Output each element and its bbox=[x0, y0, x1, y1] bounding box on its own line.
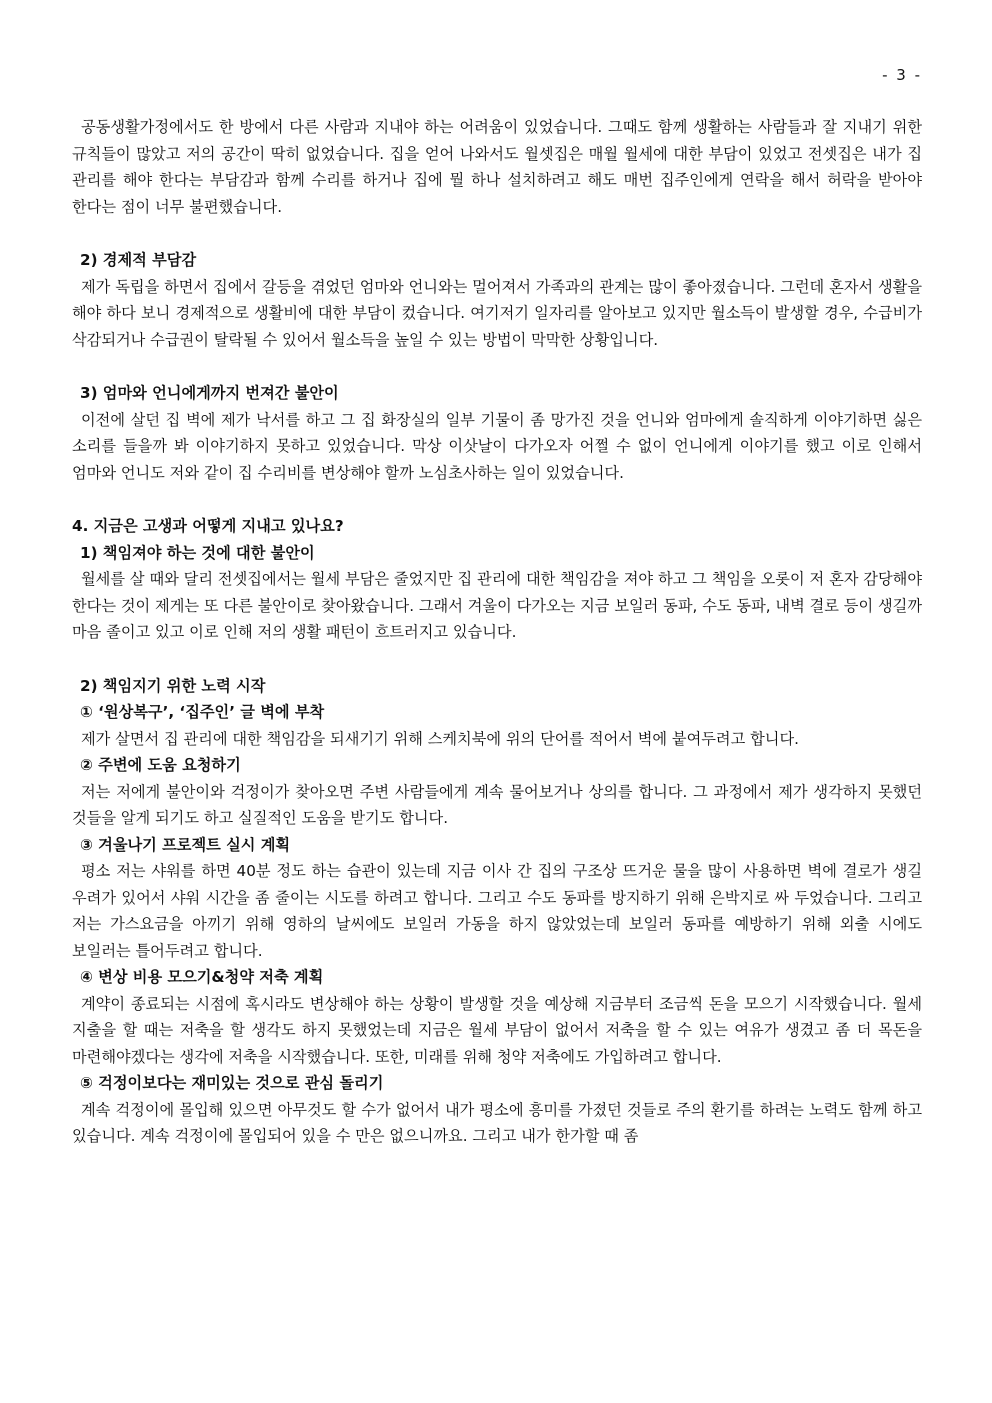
subsection-heading: ④ 변상 비용 모으기&청약 저축 계획 bbox=[80, 968, 324, 986]
subsection-heading: ② 주변에 도움 요청하기 bbox=[80, 756, 241, 774]
paragraph-gap bbox=[72, 646, 922, 673]
subsection-heading: 2) 경제적 부담감 bbox=[80, 251, 197, 269]
paragraph-gap bbox=[72, 353, 922, 380]
subsection-heading: ① ‘원상복구’, ‘집주인’ 글 벽에 부착 bbox=[80, 703, 325, 721]
paragraph: 월세를 살 때와 달리 전셋집에서는 월세 부담은 줄었지만 집 관리에 대한 책임감을 져야 하고 그 책임을 오롯이 저 혼자 감당해야 한다는 것이 제게는 또 다른 불안이로 찾아왔습니다. 그래서 겨울이 다가오는 지금 보일러 동파, 수도 동파, 내벽 결로 등이 생길까 마음 졸이고 있고 이로 인해 저의 생활 패턴이 흐트러지고 있습니다. bbox=[72, 570, 922, 641]
paragraph: 이전에 살던 집 벽에 제가 낙서를 하고 그 집 화장실의 일부 기물이 좀 망가진 것을 언니와 엄마에게 솔직하게 이야기하면 싫은 소리를 들을까 봐 이야기하지 못하고 있었습니다. 막상 이삿날이 다가오자 어쩔 수 없이 언니에게 이야기를 했고 이로 인해서 엄마와 언니도 저와 같이 집 수리비를 변상해야 할까 노심초사하는 일이 있었습니다. bbox=[72, 410, 922, 482]
paragraph: 공동생활가정에서도 한 방에서 다른 사람과 지내야 하는 어려움이 있었습니다. 그때도 함께 생활하는 사람들과 잘 지내기 위한 규칙들이 많았고 저의 공간이 딱히 없었습니다. 집을 얻어 나와서도 월셋집은 매월 월세에 대한 부담이 있었고 전셋집은 내가 집 관리를 해야 한다는 부담감과 함께 수리를 하거나 집에 뭘 하나 설치하려고 해도 매번 집주인에게 연락을 해서 허락을 받아야 한다는 점이 너무 불편했습니다. bbox=[72, 118, 922, 216]
paragraph-gap bbox=[72, 220, 922, 247]
paragraph-gap bbox=[72, 486, 922, 513]
paragraph: 제가 독립을 하면서 집에서 갈등을 겪었던 엄마와 언니와는 멀어져서 가족과의 관계는 많이 좋아졌습니다. 그런데 혼자서 생활을 해야 하다 보니 경제적으로 생활비에 대한 부담이 컸습니다. 여기저기 일자리를 알아보고 있지만 월소득이 발생할 경우, 수급비가 삭감되거나 수급권이 탈락될 수 있어서 월소득을 높일 수 있는 방법이 막막한 상황입니다. bbox=[72, 277, 922, 349]
page-number: - 3 - bbox=[882, 66, 922, 84]
subsection-heading: 3) 엄마와 언니에게까지 번져간 불안이 bbox=[80, 384, 339, 402]
section-heading: 4. 지금은 고생과 어떻게 지내고 있나요? bbox=[72, 517, 344, 535]
paragraph: 저는 저에게 불안이와 걱정이가 찾아오면 주변 사람들에게 계속 물어보거나 상의를 합니다. 그 과정에서 제가 생각하지 못했던 것들을 알게 되기도 하고 실질적인 도움을 받기도 합니다. bbox=[72, 782, 922, 827]
document-body bbox=[72, 114, 922, 1150]
paragraph: 계속 걱정이에 몰입해 있으면 아무것도 할 수가 없어서 내가 평소에 흥미를 가졌던 것들로 주의 환기를 하려는 노력도 함께 하고 있습니다. 계속 걱정이에 몰입되어 있을 수 만은 없으니까요. 그리고 내가 한가할 때 좀 bbox=[72, 1100, 922, 1145]
paragraph: 제가 살면서 집 관리에 대한 책임감을 되새기기 위해 스케치북에 위의 단어를 적어서 벽에 붙여두려고 합니다. bbox=[81, 729, 799, 748]
paragraph: 평소 저는 샤워를 하면 40분 정도 하는 습관이 있는데 지금 이사 간 집의 구조상 뜨거운 물을 많이 사용하면 벽에 결로가 생길 우려가 있어서 샤워 시간을 좀 줄이는 시도를 하려고 합니다. 그리고 수도 동파를 방지하기 위해 은박지로 싸 두었습니다. 그리고 저는 가스요금을 아끼기 위해 영하의 날씨에도 보일러 가동을 하지 않았었는데 보일러 동파를 예방하기 위해 외출 시에도 보일러는 틀어두려고 합니다. bbox=[72, 862, 922, 960]
subsection-heading: 2) 책임지기 위한 노력 시작 bbox=[80, 676, 266, 695]
subsection-heading: ③ 겨울나기 프로젝트 실시 계획 bbox=[80, 835, 291, 854]
subsection-heading: 1) 책임져야 하는 것에 대한 불안이 bbox=[80, 543, 315, 562]
subsection-heading: ⑤ 걱정이보다는 재미있는 것으로 관심 돌리기 bbox=[80, 1074, 384, 1092]
paragraph: 계약이 종료되는 시점에 혹시라도 변상해야 하는 상황이 발생할 것을 예상해 지금부터 조금씩 돈을 모으기 시작했습니다. 월세 지출을 할 때는 저축을 할 생각도 하지 못했었는데 지금은 월세 부담이 없어서 저축을 할 수 있는 여유가 생겼고 좀 더 목돈을 마련해야겠다는 생각에 저축을 시작했습니다. 또한, 미래를 위해 청약 저축에도 가입하려고 합니다. bbox=[72, 994, 922, 1066]
